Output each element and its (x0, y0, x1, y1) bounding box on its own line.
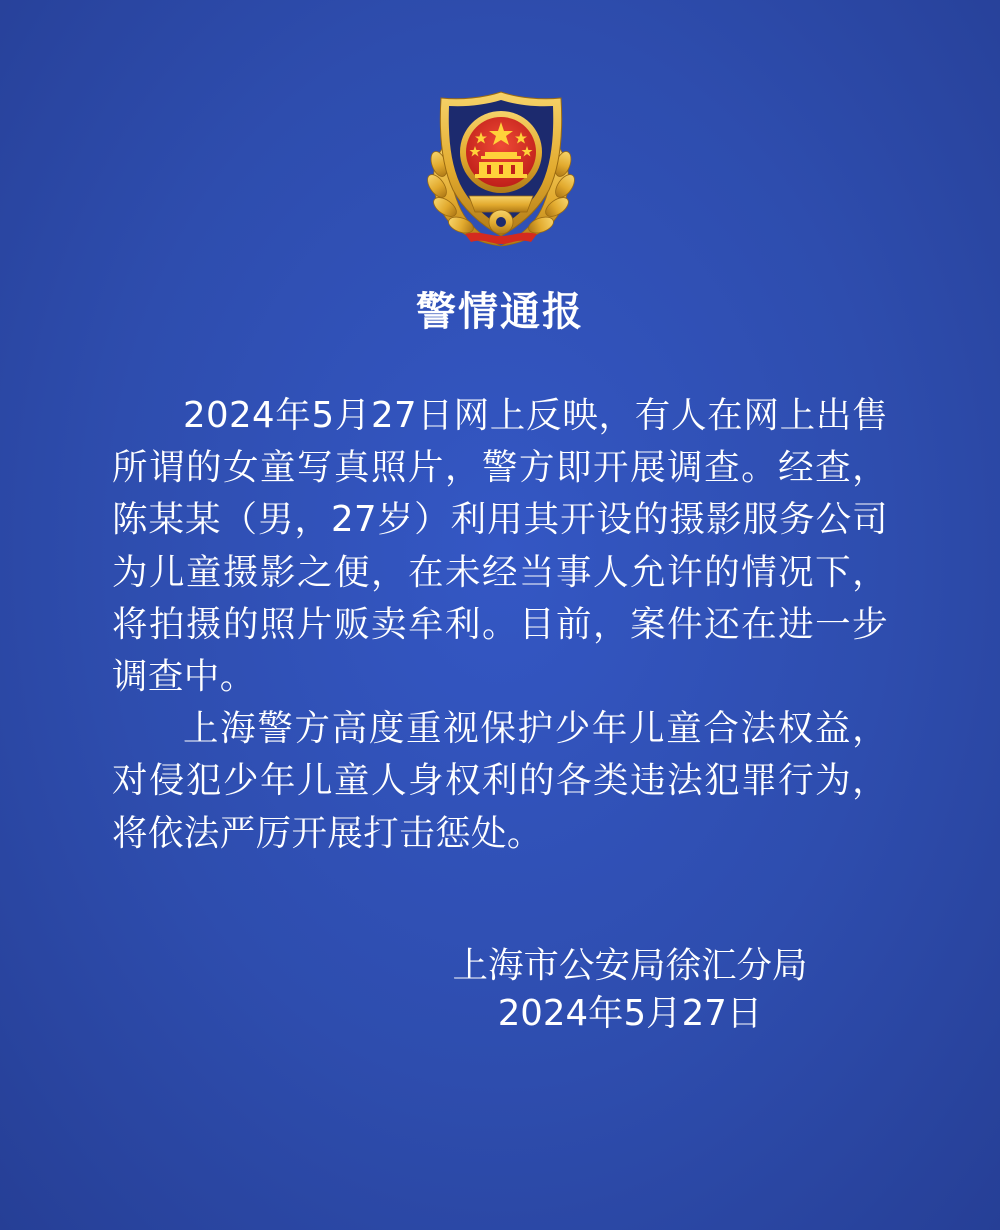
signature-block (420, 942, 840, 1038)
notice-paragraph: 上海警方高度重视保护少年儿童合法权益，对侵犯少年儿童人身权利的各类违法犯罪行为，将依法严厉开展打击惩处。 (112, 708, 888, 854)
notice-body (112, 390, 888, 860)
police-emblem-icon (415, 86, 587, 258)
issue-date: 2024年5月27日 (497, 993, 763, 1034)
notice-paragraph: 2024年5月27日网上反映，有人在网上出售所谓的女童写真照片，警方即开展调查。经查，陈某某（男，27岁）利用其开设的摄影服务公司为儿童摄影之便，在未经当事人允许的情况下，将拍摄的照片贩卖牟利。目前，案件还在进一步调查中。 (112, 395, 888, 698)
issuer-name: 上海市公安局徐汇分局 (452, 945, 808, 986)
page-title: 警情通报 (416, 289, 584, 335)
